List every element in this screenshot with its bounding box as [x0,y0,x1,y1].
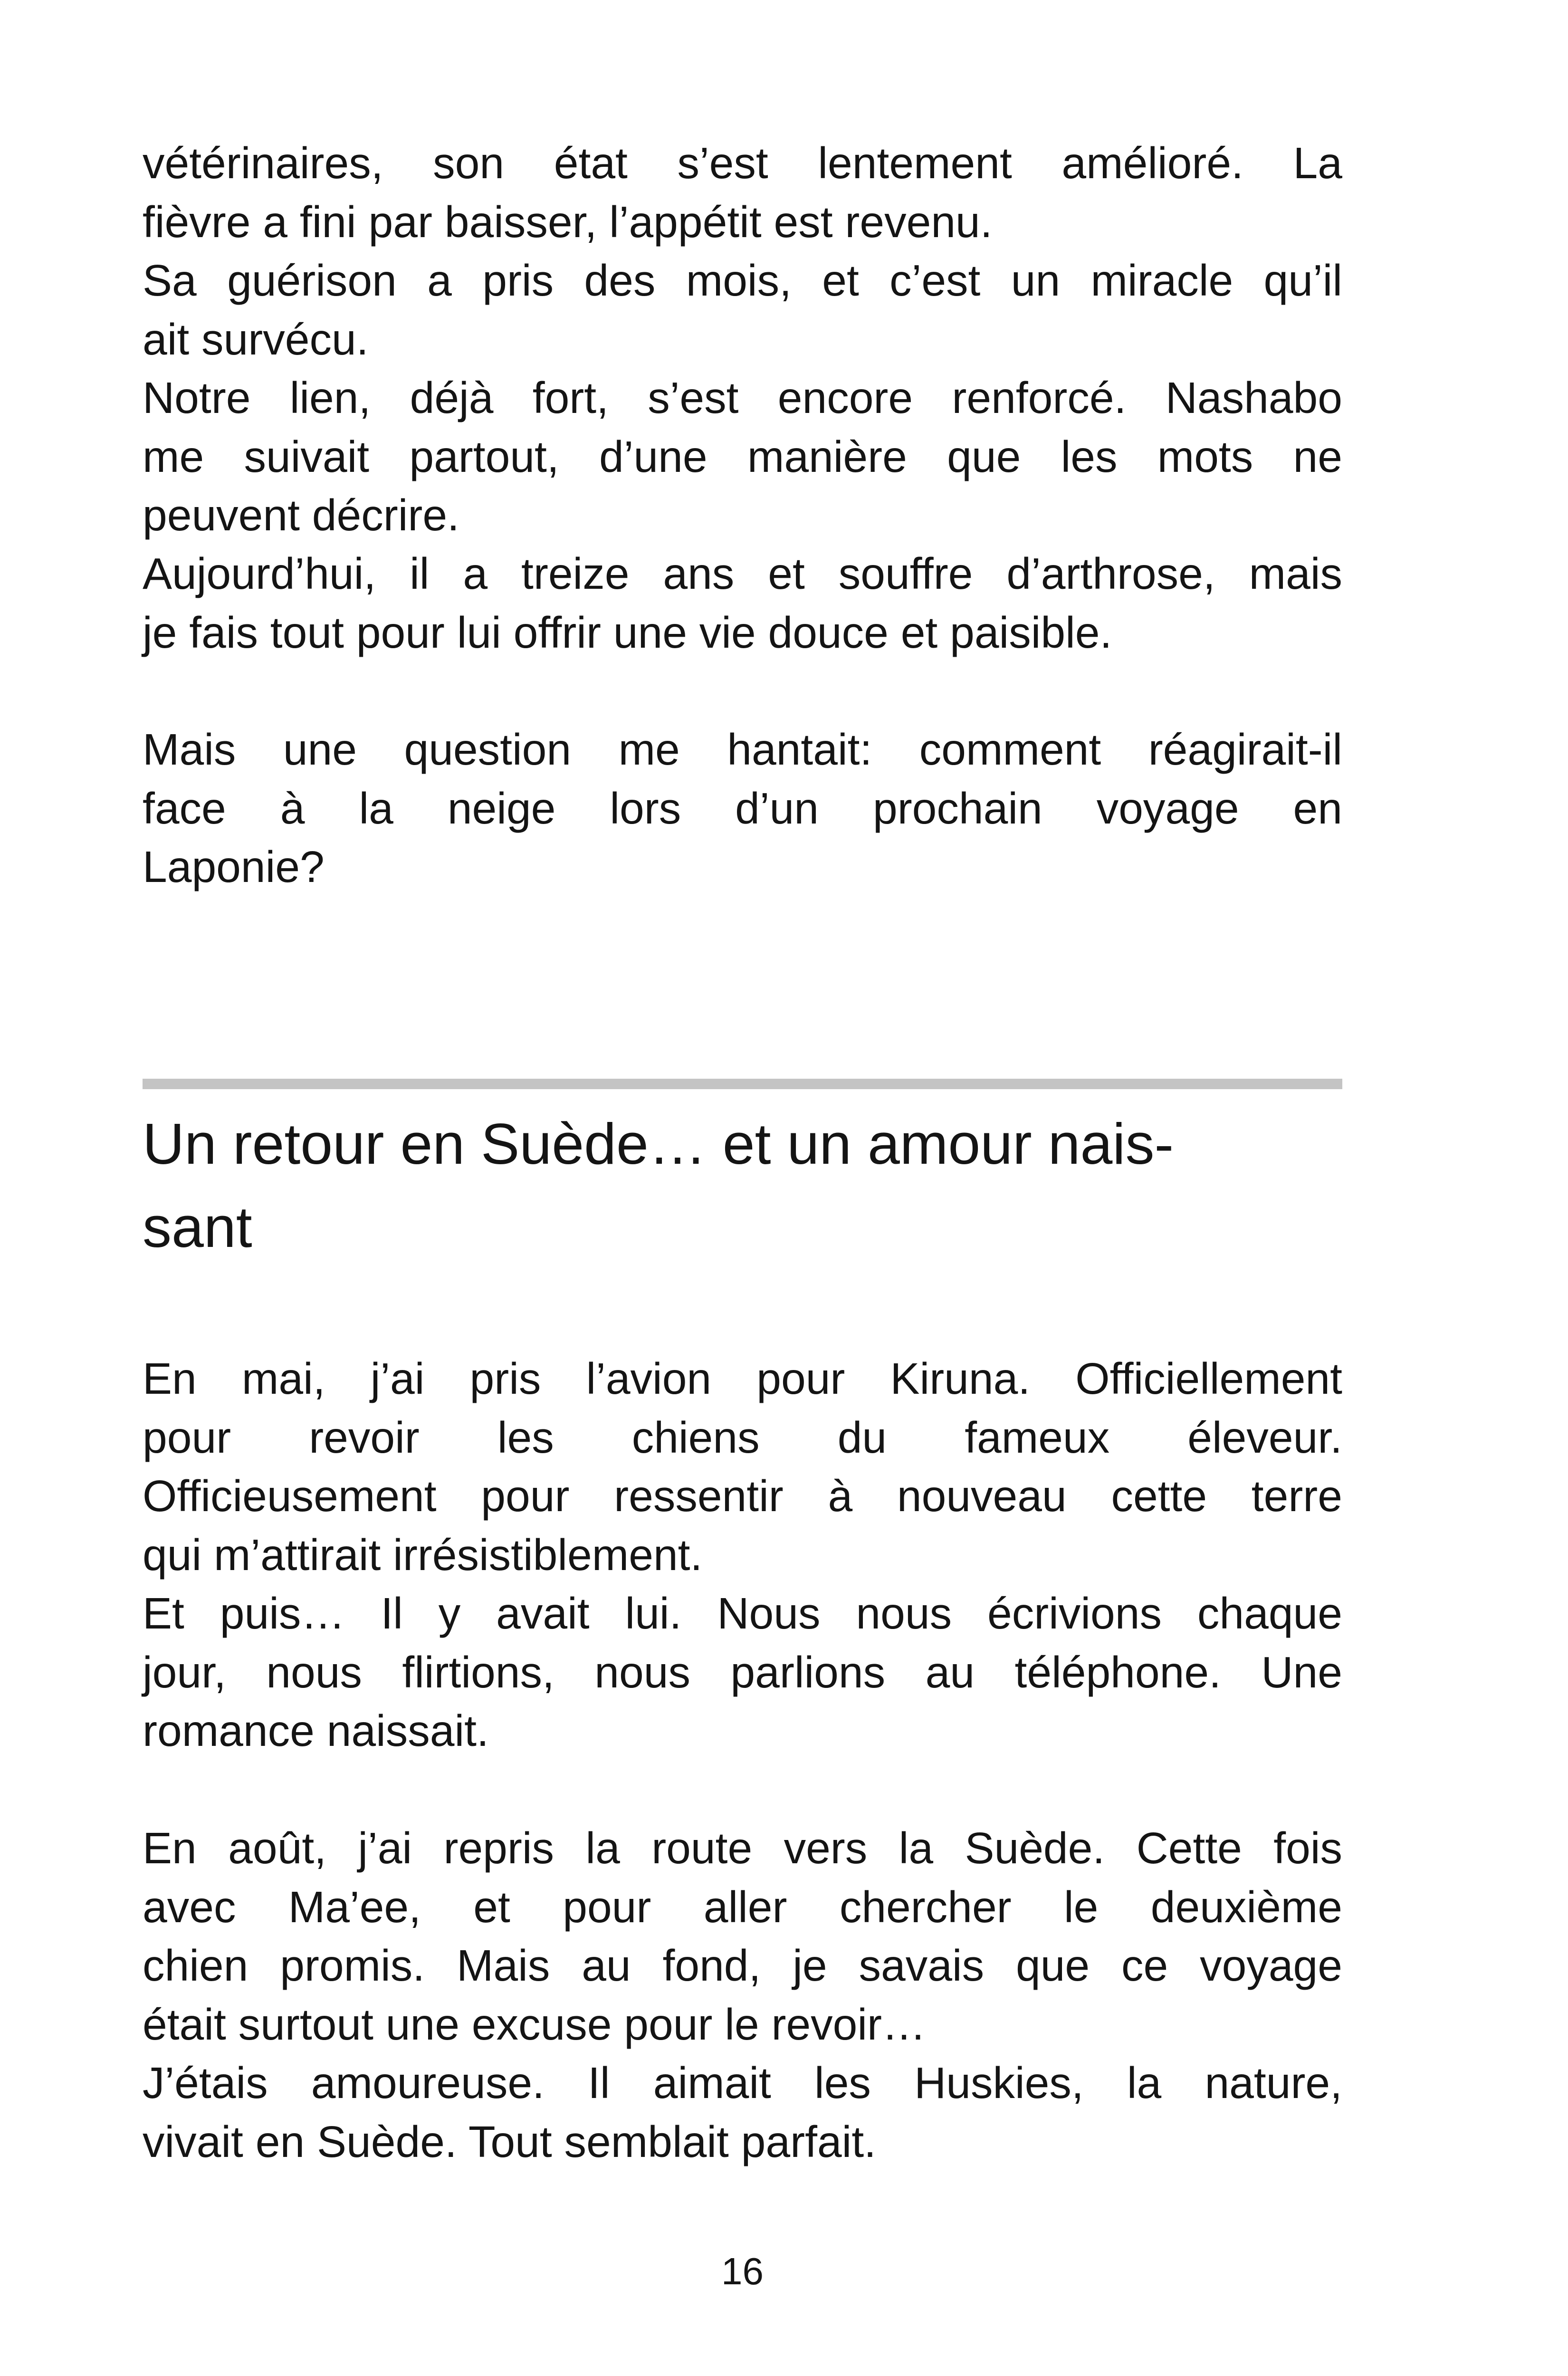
heading-line: Un retour en Suède… et un amour nais- [143,1111,1174,1176]
text-line: ait survécu. [143,314,369,364]
paragraph-romance [143,1584,1342,1761]
section-heading [143,1102,1342,1269]
paragraph-may-trip [143,1350,1342,1584]
text-line: qui m’attirait irrésistiblement. [143,1530,703,1580]
paragraph-recovery [143,134,1342,251]
paragraph-today [143,545,1342,662]
text-line: romance naissait. [143,1706,489,1755]
section-divider [143,1079,1342,1089]
text-line: Mais une question me hantait: comment réagirait-il [143,725,1342,774]
heading-line: sant [143,1195,252,1259]
text-line: était surtout une excuse pour le revoir… [143,1999,927,2049]
text-line: Et puis… Il y avait lui. Nous nous écrivions chaque [143,1589,1342,1638]
paragraph-august-trip [143,1819,1342,2054]
book-page [143,0,1342,2376]
text-line: Notre lien, déjà fort, s’est encore renforcé. Nashabo [143,373,1342,422]
text-line: face à la neige lors d’un prochain voyage en [143,783,1342,833]
paragraph-bond [143,369,1342,545]
text-line: fièvre a fini par baisser, l’appétit est revenu. [143,197,993,247]
text-line: Officieusement pour ressentir à nouveau cette terre [143,1471,1342,1521]
text-line: je fais tout pour lui offrir une vie douce et paisible. [143,607,1112,657]
paragraph-healing [143,251,1342,369]
text-line: En août, j’ai repris la route vers la Suède. Cette fois [143,1823,1342,1873]
text-line: chien promis. Mais au fond, je savais que ce voyage [143,1941,1342,1990]
text-line: vétérinaires, son état s’est lentement amélioré. La [143,138,1342,188]
page-number: 16 [721,2250,764,2292]
text-line: Laponie? [143,842,325,891]
text-line: Aujourd’hui, il a treize ans et souffre d’arthrose, mais [143,549,1342,598]
text-line: vivait en Suède. Tout semblait parfait. [143,2117,876,2166]
text-line: jour, nous flirtions, nous parlions au téléphone. Une [143,1647,1342,1697]
text-line: avec Ma’ee, et pour aller chercher le deuxième [143,1882,1342,1932]
paragraph-question [143,720,1342,897]
paragraph-in-love [143,2054,1342,2171]
text-line: pour revoir les chiens du fameux éleveur. [143,1412,1342,1462]
text-line: J’étais amoureuse. Il aimait les Huskies, la nature, [143,2058,1342,2108]
text-line: me suivait partout, d’une manière que les mots ne [143,431,1342,481]
text-line: Sa guérison a pris des mois, et c’est un miracle qu’il [143,256,1342,305]
text-line: peuvent décrire. [143,490,459,540]
text-line: En mai, j’ai pris l’avion pour Kiruna. Officiellement [143,1354,1342,1403]
